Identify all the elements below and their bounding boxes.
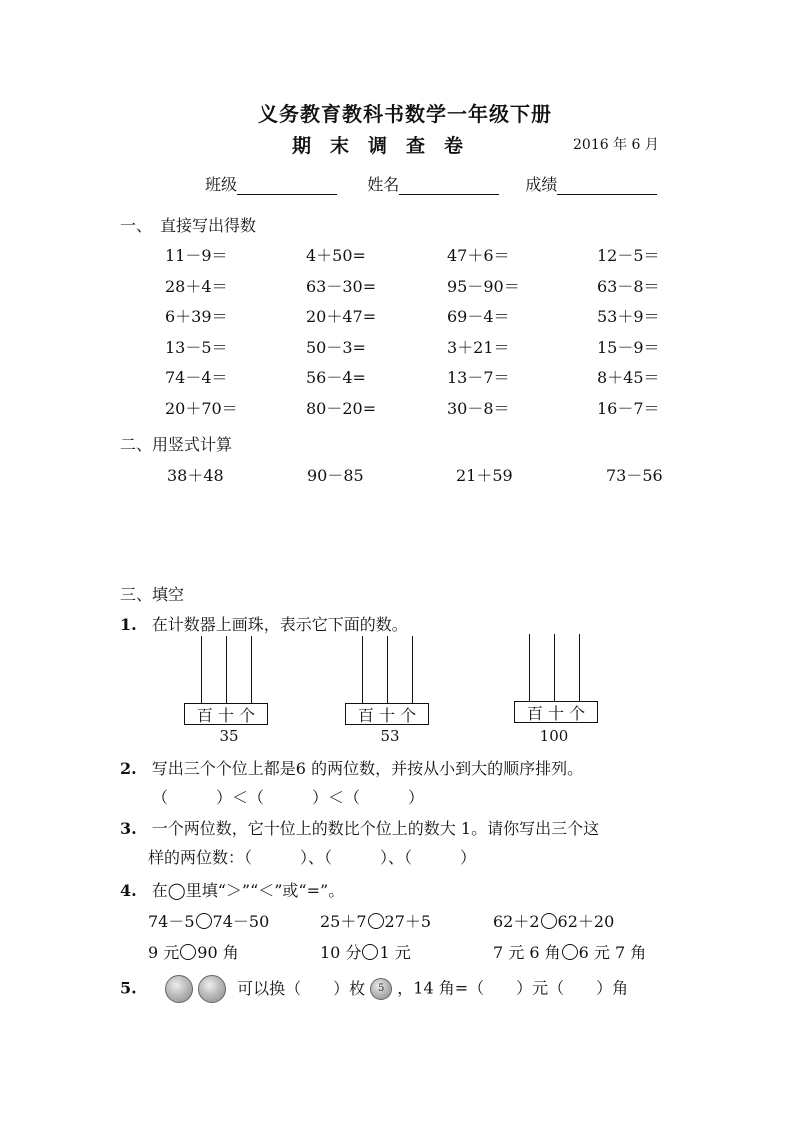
compare-circle-blank[interactable] xyxy=(562,944,578,960)
question-5 xyxy=(120,975,628,1003)
abacus-rod-ones[interactable] xyxy=(412,636,413,704)
compare-left: 74－5 xyxy=(148,912,195,931)
question-2 xyxy=(120,756,583,779)
class-label: 班级 xyxy=(205,175,238,194)
question-text[interactable]: ，14 角=（ ）元（ ）角 xyxy=(397,978,629,998)
compare-item xyxy=(148,940,239,963)
oral-calc-item: 20＋47= xyxy=(306,307,377,326)
oral-calc-item: 69－4＝ xyxy=(447,307,510,326)
compare-item xyxy=(493,940,646,963)
oral-calc-item: 16－7＝ xyxy=(597,398,660,418)
compare-right: 27＋5 xyxy=(384,912,432,931)
oral-calc-item: 95－90＝ xyxy=(447,276,520,296)
oral-calc-item: 50－3= xyxy=(306,337,366,357)
compare-item xyxy=(320,940,411,963)
oral-calc-item: 47＋6＝ xyxy=(447,246,510,265)
oral-calc-item: 56－4= xyxy=(306,368,366,387)
oral-calc-item: 63－30= xyxy=(306,276,377,296)
compare-right: 90 角 xyxy=(197,943,239,962)
exam-date: 2016 年 6 月 xyxy=(573,137,659,153)
abacus-value: 100 xyxy=(539,727,569,745)
coin-5-icon: 5 xyxy=(370,978,392,1000)
coin-icon xyxy=(198,975,226,1003)
question-3-line2[interactable]: 样的两位数：（ ）、（ ）、（ ） xyxy=(148,848,477,867)
question-3 xyxy=(120,816,599,839)
page-title: 义务教育教科书数学一年级下册 xyxy=(258,102,552,126)
oral-calc-item: 15－9＝ xyxy=(597,337,660,357)
compare-circle-blank[interactable] xyxy=(368,913,384,929)
abacus-value: 53 xyxy=(380,727,400,745)
oral-calc-item: 12－5＝ xyxy=(597,246,660,265)
oral-calc-item: 11－9＝ xyxy=(165,246,228,265)
compare-left: 7 元 6 角 xyxy=(493,943,561,962)
name-field[interactable] xyxy=(399,180,499,195)
compare-left: 10 分 xyxy=(320,943,362,962)
question-number: 2. xyxy=(120,759,137,778)
abacus-rod-tens[interactable] xyxy=(387,636,388,704)
compare-right: 6 元 7 角 xyxy=(578,943,647,962)
oral-calc-item: 4＋50= xyxy=(306,246,366,265)
vertical-calc-item: 90－85 xyxy=(307,466,364,485)
abacus-rod-hundreds[interactable] xyxy=(362,636,363,704)
question-text[interactable]: 可以换（ ）枚 xyxy=(237,978,366,998)
abacus-rod-hundreds[interactable] xyxy=(201,636,202,704)
page-subtitle: 期 末 调 查 卷 xyxy=(292,135,464,157)
coin-icon xyxy=(165,975,193,1003)
compare-item xyxy=(148,909,269,932)
oral-calc-item: 63－8＝ xyxy=(597,276,660,296)
compare-circle-blank[interactable] xyxy=(362,944,378,960)
oral-calc-item: 74－4＝ xyxy=(165,368,228,387)
compare-circle-blank[interactable] xyxy=(196,913,212,929)
compare-left: 9 元 xyxy=(148,943,180,962)
oral-calc-item: 8＋45＝ xyxy=(597,368,660,387)
vertical-calc-item: 21＋59 xyxy=(456,466,513,485)
compare-left: 62＋2 xyxy=(493,912,540,931)
score-label: 成绩 xyxy=(525,175,558,194)
oral-calc-item: 80－20= xyxy=(306,398,377,418)
vertical-calc-item: 38＋48 xyxy=(167,466,224,485)
question-number: 5. xyxy=(120,978,137,998)
section1-title: 一、 直接写出得数 xyxy=(120,216,257,235)
abacus-base: 百 十 个 xyxy=(345,703,429,725)
oral-calc-item: 13－7＝ xyxy=(447,368,510,387)
abacus-rod-ones[interactable] xyxy=(251,636,252,704)
abacus-rod-tens[interactable] xyxy=(226,636,227,704)
answer-blanks[interactable]: （ ）＜（ ）＜（ ） xyxy=(152,788,425,807)
oral-calc-item: 28＋4＝ xyxy=(165,276,228,296)
abacus-rod-tens[interactable] xyxy=(554,634,555,702)
vertical-calc-item: 73－56 xyxy=(606,466,663,485)
compare-right: 74－50 xyxy=(212,912,270,931)
oral-calc-item: 30－8＝ xyxy=(447,398,510,418)
abacus-rod-hundreds[interactable] xyxy=(529,634,530,702)
abacus-value: 35 xyxy=(219,727,239,745)
oral-calc-item: 13－5＝ xyxy=(165,337,228,357)
section3-title: 三、填空 xyxy=(120,585,185,604)
question-number: 1. xyxy=(120,615,137,634)
question-text: 写出三个个位上都是6 的两位数，并按从小到大的顺序排列。 xyxy=(151,759,584,778)
score-field[interactable] xyxy=(557,180,657,195)
oral-calc-item: 53＋9＝ xyxy=(597,307,660,326)
section2-title: 二、用竖式计算 xyxy=(120,435,233,454)
compare-circle-blank[interactable] xyxy=(541,913,557,929)
oral-calc-item: 3＋21＝ xyxy=(447,337,510,357)
question-text: 在◯里填“＞”“＜”或“=”。 xyxy=(151,881,345,900)
compare-left: 25＋7 xyxy=(320,912,367,931)
question-4 xyxy=(120,878,344,901)
compare-right: 1 元 xyxy=(379,943,411,962)
oral-calc-item: 20＋70＝ xyxy=(165,398,238,418)
compare-circle-blank[interactable] xyxy=(180,944,196,960)
compare-item xyxy=(493,909,614,932)
question-text: 在计数器上画珠，表示它下面的数。 xyxy=(151,615,408,634)
question-number: 4. xyxy=(120,881,137,900)
question-text: 一个两位数，它十位上的数比个位上的数大 1。请你写出三个这 xyxy=(151,819,600,838)
compare-item xyxy=(320,909,431,932)
abacus-base: 百 十 个 xyxy=(184,703,268,725)
class-field[interactable] xyxy=(237,180,337,195)
name-label: 姓名 xyxy=(367,175,400,194)
abacus-base: 百 十 个 xyxy=(514,701,598,723)
info-row xyxy=(205,172,657,195)
abacus-rod-ones[interactable] xyxy=(579,634,580,702)
question-number: 3. xyxy=(120,819,137,838)
oral-calc-item: 6＋39＝ xyxy=(165,307,228,326)
compare-right: 62＋20 xyxy=(557,912,615,931)
question-1 xyxy=(120,612,408,635)
